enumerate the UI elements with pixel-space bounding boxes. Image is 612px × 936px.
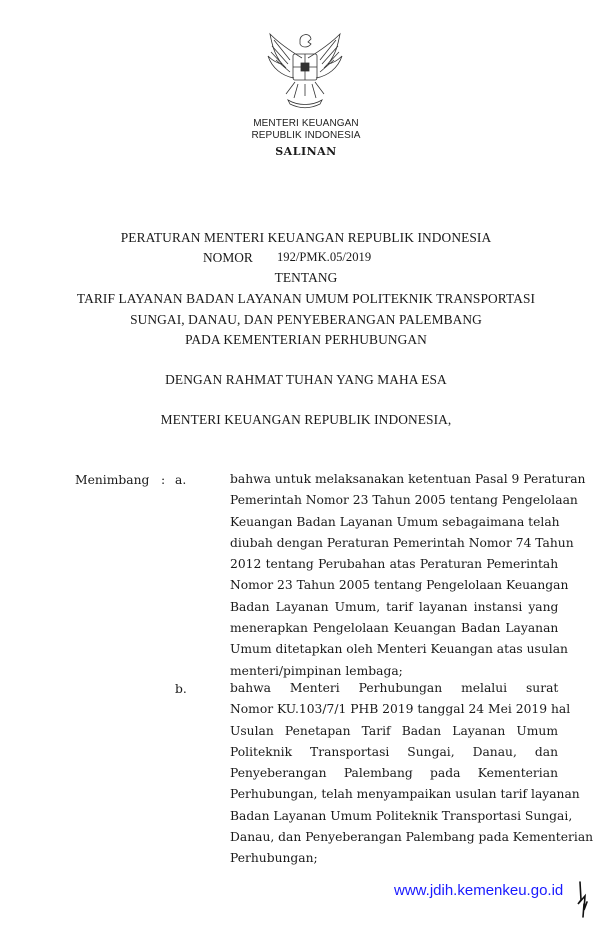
item-a-line: Keuangan Badan Layanan Umum sebagaimana telah — [230, 514, 560, 529]
nomor-label: NOMOR — [203, 250, 253, 265]
garuda-emblem-icon — [262, 30, 348, 112]
invocation: DENGAN RAHMAT TUHAN YANG MAHA ESA — [165, 372, 447, 387]
item-a-line: Umum ditetapkan oleh Menteri Keuangan atas usulan — [230, 642, 568, 657]
letterhead-line-1: MENTERI KEUANGAN — [253, 118, 359, 129]
paraf-signature-icon — [576, 880, 590, 918]
menimbang-colon: : — [161, 473, 166, 487]
letterhead-line-2: REPUBLIK INDONESIA — [251, 130, 361, 141]
item-b-line: Badan Layanan Umum Politeknik Transportasi Sungai, — [230, 808, 573, 823]
regulation-title: PERATURAN MENTERI KEUANGAN REPUBLIK INDONESIA — [120, 230, 492, 245]
item-b-line: Politeknik Transportasi Sungai, Danau, dan — [230, 744, 558, 759]
item-a-line: Nomor 23 Tahun 2005 tentang Pengelolaan Keuangan — [230, 578, 569, 593]
item-a-letter: a. — [175, 473, 187, 487]
item-a-line: Badan Layanan Umum, tarif layanan instansi yang — [230, 599, 559, 614]
item-a-paragraph — [230, 469, 586, 682]
salinan-stamp: SALINAN — [275, 145, 337, 158]
item-b-line: bahwa Menteri Perhubungan melalui surat — [230, 681, 559, 695]
item-a-line: menerapkan Pengelolaan Keuangan Badan Layanan — [230, 621, 559, 636]
item-b-line: Danau, dan Penyeberangan Palembang pada Kementerian — [230, 830, 594, 845]
item-a-line: diubah dengan Peraturan Pemerintah Nomor 74 Tahun — [230, 535, 574, 550]
item-b-line: Usulan Penetapan Tarif Badan Layanan Umum — [230, 723, 558, 738]
jdih-website-link[interactable]: www.jdih.kemenkeu.go.id — [394, 882, 564, 899]
menimbang-label: Menimbang — [75, 473, 150, 487]
item-b-paragraph — [230, 678, 594, 870]
issuer: MENTERI KEUANGAN REPUBLIK INDONESIA, — [160, 412, 452, 427]
item-a-line: Pemerintah Nomor 23 Tahun 2005 tentang Pengelolaan — [230, 493, 578, 508]
item-a-line: 2012 tentang Perubahan atas Peraturan Pemerintah — [230, 557, 559, 572]
item-a-line: bahwa untuk melaksanakan ketentuan Pasal 9 Peraturan — [230, 472, 586, 486]
item-b-line: Nomor KU.103/7/1 PHB 2019 tanggal 24 Mei 2019 hal — [230, 702, 571, 717]
item-b-line: Perhubungan, telah menyampaikan usulan tarif layanan — [230, 787, 580, 802]
nomor-value: 192/PMK.05/2019 — [277, 250, 372, 264]
tentang-label: TENTANG — [274, 270, 338, 285]
subject-line-3: PADA KEMENTERIAN PERHUBUNGAN — [185, 332, 427, 347]
subject-line-1: TARIF LAYANAN BADAN LAYANAN UMUM POLITEKNIK TRANSPORTASI — [76, 291, 536, 306]
item-b-letter: b. — [175, 682, 187, 696]
subject-line-2: SUNGAI, DANAU, DAN PENYEBERANGAN PALEMBANG — [130, 312, 482, 327]
item-b-line: Perhubungan; — [230, 851, 318, 866]
item-a-line: menteri/pimpinan lembaga; — [230, 663, 403, 678]
item-b-line: Penyeberangan Palembang pada Kementerian — [230, 766, 558, 781]
